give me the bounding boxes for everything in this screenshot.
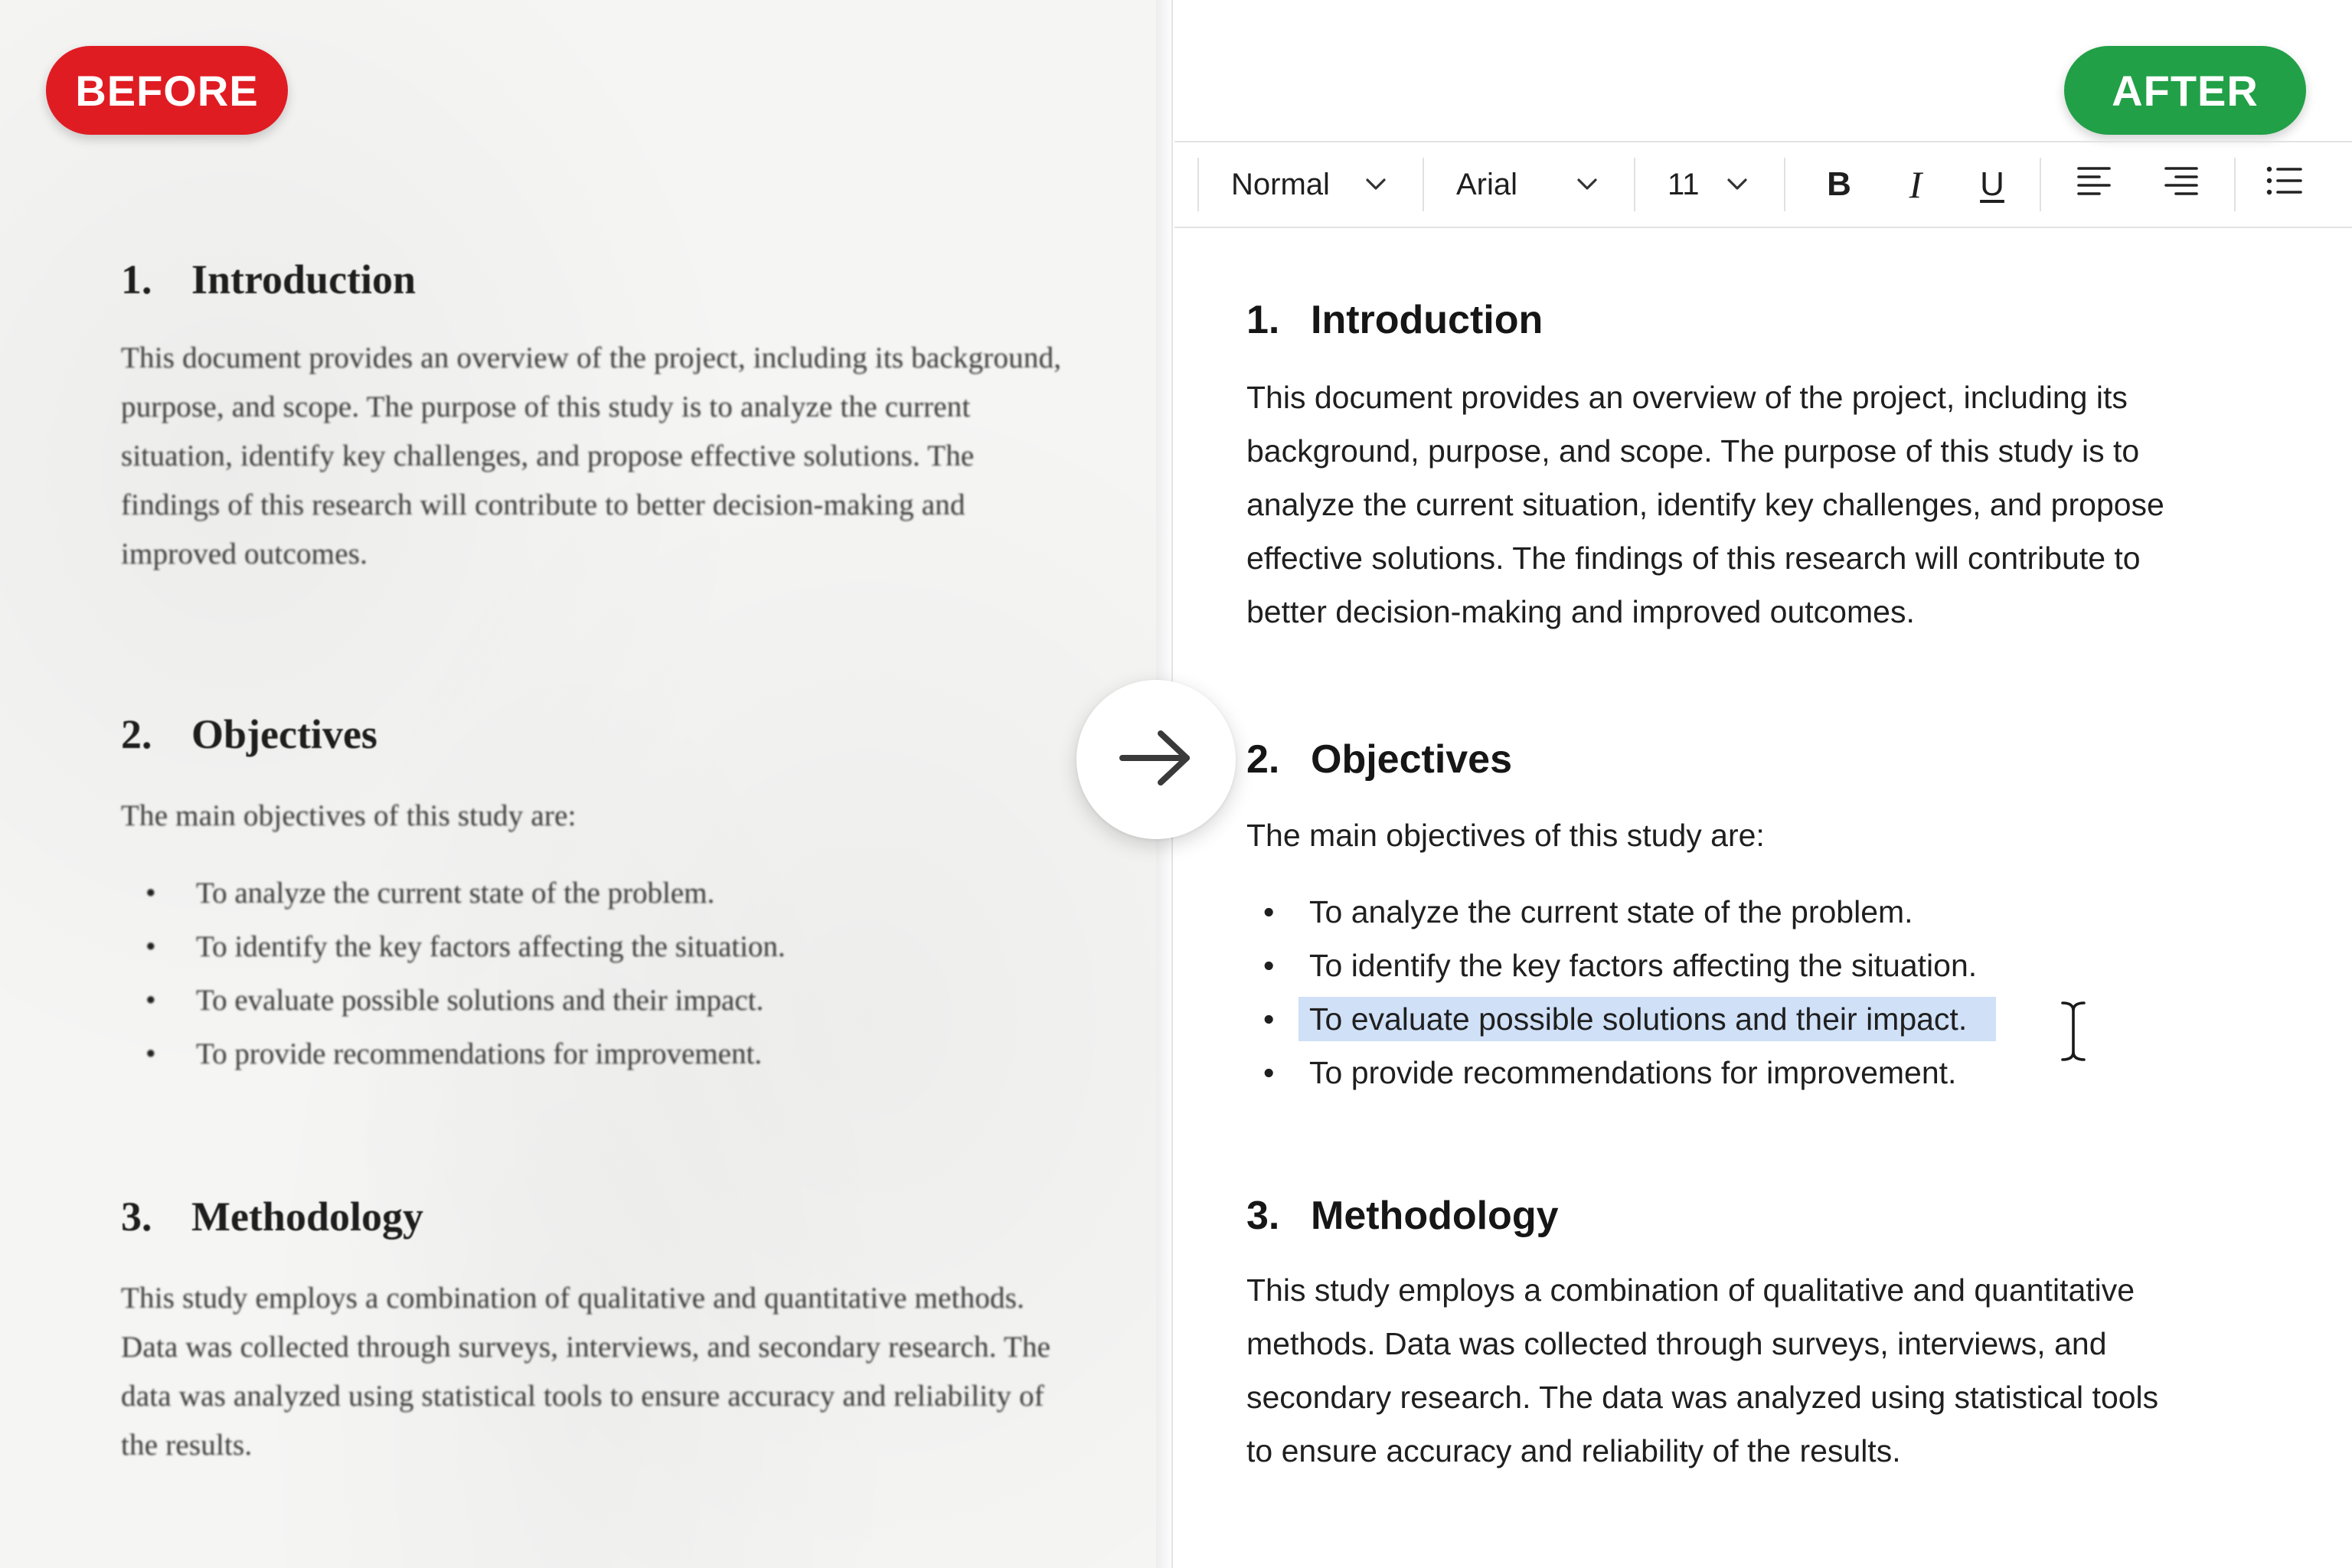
before-heading-number: 3.	[121, 1194, 152, 1240]
font-size-value: 11	[1668, 167, 1700, 201]
paragraph-line: This document provides an overview of the project, including its	[1246, 380, 2128, 415]
align-right-icon	[2164, 165, 2199, 204]
list-item-text: To analyze the current state of the problem.	[1309, 894, 1913, 929]
align-right-button[interactable]	[2147, 142, 2216, 227]
paragraph-style-select[interactable]	[1199, 142, 1423, 227]
bulleted-list-button[interactable]	[2236, 142, 2334, 227]
paragraph-line: analyze the current situation, identify key challenges, and propose	[1246, 487, 2164, 522]
before-heading-introduction	[121, 256, 1070, 303]
selected-text-highlight[interactable]: To evaluate possible solutions and their impact.	[1298, 997, 1996, 1041]
before-section-objectives	[121, 710, 1070, 1081]
heading-methodology[interactable]	[1246, 1193, 2272, 1239]
before-badge: BEFORE	[46, 46, 288, 135]
document-section-methodology	[1246, 1193, 2272, 1478]
list-item-selected[interactable]	[1246, 992, 2272, 1046]
toolbar-separator	[1784, 158, 1785, 211]
after-badge: AFTER	[2064, 46, 2306, 135]
before-section-introduction	[121, 256, 1070, 579]
heading-objectives[interactable]	[1246, 737, 2272, 782]
heading-number: 2.	[1246, 737, 1280, 782]
arrow-right-icon	[1118, 727, 1194, 792]
paragraph-introduction[interactable]	[1246, 371, 2272, 639]
bulleted-list-icon	[2266, 165, 2303, 204]
text-cursor-icon	[2056, 1000, 2090, 1063]
heading-title: Introduction	[1311, 298, 1544, 342]
before-panel	[0, 0, 1156, 1568]
before-heading-title: Methodology	[191, 1194, 423, 1240]
align-left-icon	[2076, 165, 2112, 204]
before-heading-methodology	[121, 1193, 1070, 1240]
paragraph-line: effective solutions. The findings of this research will contribute to	[1246, 541, 2141, 576]
underline-button[interactable]: U	[1980, 165, 2004, 203]
font-family-value: Arial	[1456, 167, 1518, 201]
list-item[interactable]	[1246, 939, 2272, 992]
chevron-down-icon	[1574, 172, 1600, 198]
document-section-introduction	[1246, 297, 2272, 639]
before-heading-number: 2.	[121, 711, 152, 757]
chevron-down-icon	[1363, 172, 1389, 198]
paragraph-methodology[interactable]	[1246, 1263, 2272, 1478]
paragraph-line: This study employs a combination of qualitative and quantitative	[1246, 1272, 2135, 1308]
list-item: • To evaluate possible solutions and their impact.	[121, 974, 1070, 1027]
formatting-toolbar	[1174, 141, 2352, 228]
before-heading-number: 1.	[121, 256, 152, 302]
chevron-down-icon	[1724, 172, 1750, 198]
paragraph-line: background, purpose, and scope. The purpose of this study is to	[1246, 433, 2140, 469]
list-item[interactable]	[1246, 885, 2272, 939]
align-left-button[interactable]	[2041, 142, 2147, 227]
paragraph-line: methods. Data was collected through surveys, interviews, and	[1246, 1326, 2107, 1361]
before-after-arrow	[1076, 680, 1236, 839]
heading-introduction[interactable]	[1246, 297, 2272, 343]
before-paragraph-methodology: This study employs a combination of qualitative and quantitative methods. Data was collected through surveys, interviews, and secondary research. The data was analyzed using statistical tools to ensure accuracy and reliability of the results.	[121, 1282, 1051, 1462]
objectives-intro[interactable]: The main objectives of this study are:	[1246, 818, 1765, 853]
paragraph-line: to ensure accuracy and reliability of the results.	[1246, 1433, 1901, 1468]
list-item-text: To provide recommendations for improvement.	[1309, 1055, 1957, 1090]
heading-title: Methodology	[1311, 1194, 1559, 1238]
before-paragraph-introduction: This document provides an overview of the project, including its background, purpose, and scope. The purpose of this study is to analyze the current situation, identify key challenges, and propose effective solutions. The findings of this research will contribute to better decision-making and improved outcomes.	[121, 341, 1062, 570]
objectives-list	[1246, 885, 2272, 1099]
before-heading-objectives	[121, 710, 1070, 758]
font-family-select[interactable]	[1424, 142, 1634, 227]
heading-number: 3.	[1246, 1194, 1280, 1238]
before-heading-title: Introduction	[191, 256, 416, 302]
paragraph-line: better decision-making and improved outcomes.	[1246, 594, 1915, 629]
italic-button[interactable]: I	[1909, 163, 1922, 206]
document-section-objectives	[1246, 737, 2272, 1099]
paragraph-line: secondary research. The data was analyzed using statistical tools	[1246, 1380, 2159, 1415]
list-item[interactable]	[1246, 1046, 2272, 1099]
list-item: • To analyze the current state of the problem.	[121, 867, 1070, 920]
before-heading-title: Objectives	[191, 711, 377, 757]
heading-number: 1.	[1246, 298, 1280, 342]
before-section-methodology	[121, 1193, 1070, 1470]
list-item-text: To identify the key factors affecting the situation.	[1309, 948, 1978, 983]
paragraph-style-value: Normal	[1231, 167, 1330, 201]
bold-button[interactable]: B	[1827, 165, 1851, 203]
heading-title: Objectives	[1311, 737, 1513, 782]
before-objectives-intro: The main objectives of this study are:	[121, 799, 577, 832]
list-item: • To identify the key factors affecting the situation.	[121, 920, 1070, 974]
before-objectives-list	[121, 867, 1070, 1081]
list-item: • To provide recommendations for improvement.	[121, 1027, 1070, 1081]
font-size-select[interactable]	[1635, 142, 1784, 227]
